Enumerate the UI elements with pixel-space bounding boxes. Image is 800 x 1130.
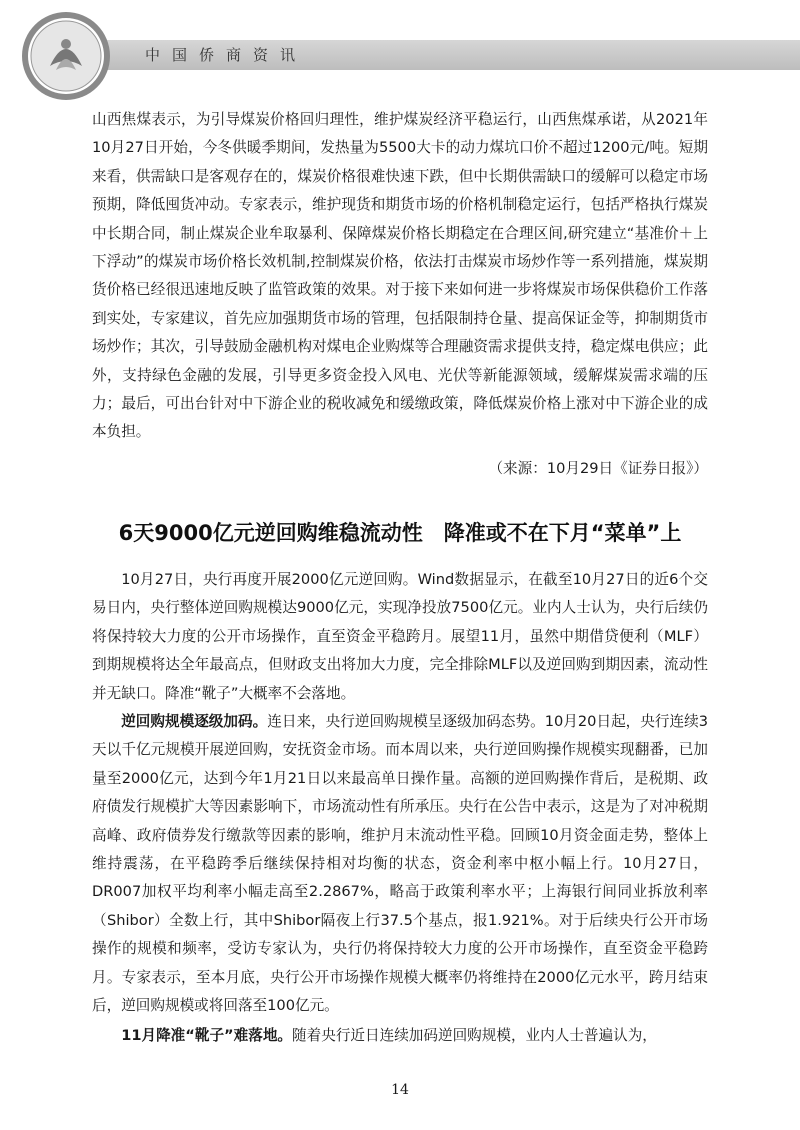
paragraph-body: 随着央行近日连续加码逆回购规模，业内人士普遍认为， [292,1027,657,1044]
page-number: 14 [391,1082,409,1098]
article-paragraph-1: 10月27日，央行再度开展2000亿元逆回购。Wind数据显示，在截至10月27日的近6个交易日内，央行整体逆回购规模达9000亿元，实现净投放7500亿元。业内人士认为，央行后续仍将保持较大力度的公开市场操作，直至资金平稳跨月。展望11月，虽然中期借贷便利（MLF）到期规模将达全年最高点，但财政支出将加大力度，完全排除MLF以及逆回购到期因素，流动性并无缺口。降准“靴子”大概率不会落地。 [92,571,708,702]
publication-title: 中国侨商资讯 [145,46,308,64]
article-paragraph-2 [92,708,708,1020]
article-headline: 6天9000亿元逆回购维稳流动性 降准或不在下月“菜单”上 [118,521,682,545]
article-paragraph-3 [92,1022,708,1050]
paragraph-lead: 逆回购规模逐级加码。 [121,713,268,730]
article-body-coal: 山西焦煤表示，为引导煤炭价格回归理性，维护煤炭经济平稳运行，山西焦煤承诺，从2021年10月27日开始，今冬供暖季期间，发热量为5500大卡的动力煤坑口价不超过1200元/吨。短期来看，供需缺口是客观存在的，煤炭价格很难快速下跌，但中长期供需缺口的缓解可以稳定市场预期，降低囤货冲动。专家表示，维护现货和期货市场的价格机制稳定运行，包括严格执行煤炭中长期合同，制止煤炭企业牟取暴利、保障煤炭价格长期稳定在合理区间,研究建立“基准价＋上下浮动”的煤炭市场价格长效机制,控制煤炭价格，依法打击煤炭市场炒作等一系列措施，煤炭期货价格已经很迅速地反映了监管政策的效果。对于接下来如何进一步将煤炭市场保供稳价工作落到实处，专家建议，首先应加强期货市场的管理，包括限制持仓量、提高保证金等，抑制期货市场炒作；其次，引导鼓励金融机构对煤电企业购煤等合理融资需求提供支持，稳定煤电供应；此外，支持绿色金融的发展，引导更多资金投入风电、光伏等新能源领域，缓解煤炭需求端的压力；最后，可出台针对中下游企业的税收减免和缓缴政策，降低煤炭价格上涨对中下游企业的成本负担。 [92,111,708,441]
organization-logo [20,10,112,102]
article-source: （来源：10月29日《证券日报》） [488,460,708,477]
paragraph-body: 连日来，央行逆回购规模呈逐级加码态势。10月20日起，央行连续3天以千亿元规模开展逆回购，安抚资金市场。而本周以来，央行逆回购操作规模实现翻番，已加量至2000亿元，达到今年1月21日以来最高单日操作量。高额的逆回购操作背后，是税期、政府债发行规模扩大等因素影响下，市场流动性有所承压。央行在公告中表示，这是为了对冲税期高峰、政府债券发行缴款等因素的影响，维护月末流动性平稳。回顾10月资金面走势，整体上维持震荡，在平稳跨季后继续保持相对均衡的状态，资金利率中枢小幅上行。10月27日，DR007加权平均利率小幅走高至2.2867%，略高于政策利率水平；上海银行间同业拆放利率（Shibor）全数上行，其中Shibor隔夜上行37.5个基点，报1.921%。对于后续央行公开市场操作的规模和频率，受访专家认为，央行仍将保持较大力度的公开市场操作，直至资金平稳跨月。专家表示，至本月底，央行公开市场操作规模大概率仍将维持在2000亿元水平，跨月结束后，逆回购规模或将回落至100亿元。 [92,713,708,1015]
paragraph-lead: 11月降准“靴子”难落地。 [121,1027,293,1044]
